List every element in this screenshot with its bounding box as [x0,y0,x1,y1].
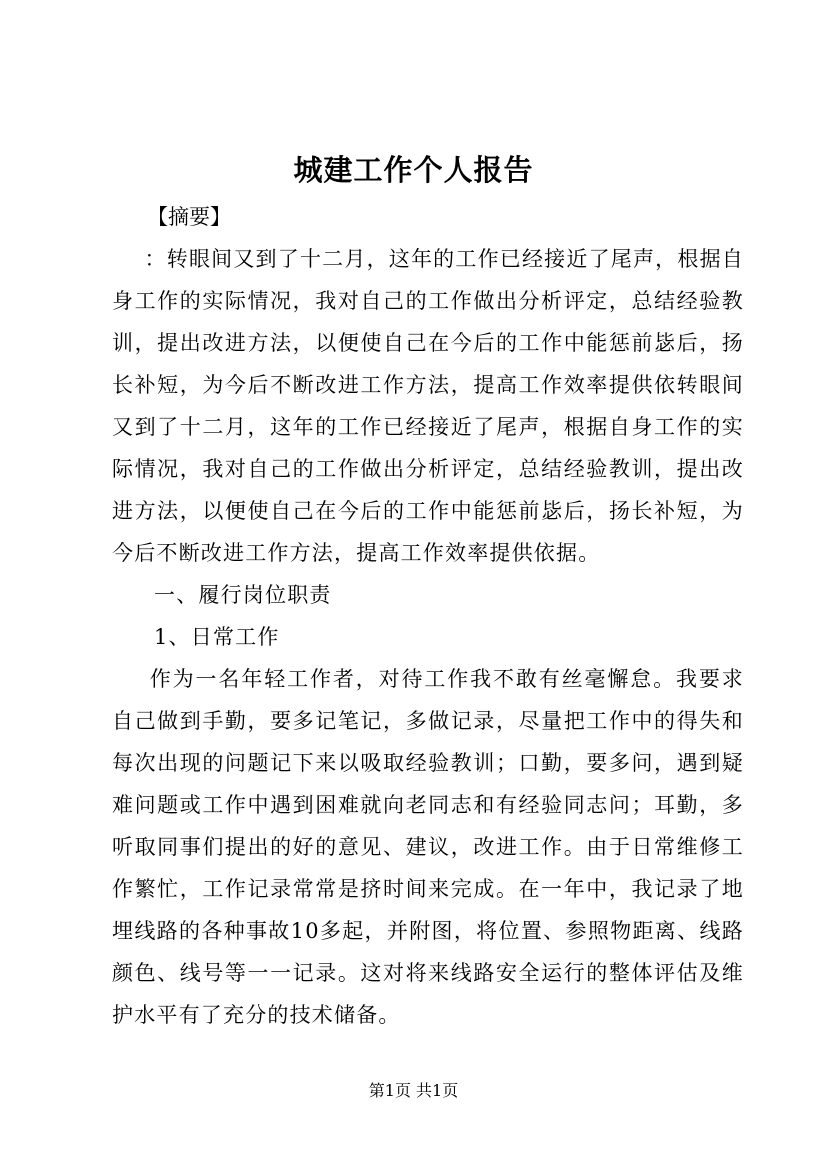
document-body [112,238,744,1036]
document-title: 城建工作个人报告 [293,153,534,187]
abstract-label: 【摘要】 [147,205,231,229]
body-paragraph: 作为一名年轻工作者，对待工作我不敢有丝毫懈怠。我要求自己做到手勤，要多记笔记，多做记录，尽量把工作中的得失和每次出现的问题记下来以吸取经验教训；口勤，要多问，遇到疑难问题或工作中遇到困难就向老同志和有经验同志问；耳勤，多听取同事们提出的好的意见、建议，改进工作。由于日常维修工作繁忙，工作记录常常是挤时间来完成。在一年中，我记录了地埋线路的各种事故10多起，并附图，将位置、参照物距离、线路颜色、线号等一一记录。这对将来线路安全运行的整体评估及维护水平有了充分的技术储备。 [112,667,744,1027]
subsection-heading: 1、日常工作 [154,625,280,649]
section-heading: 一、履行岗位职责 [154,583,332,607]
page-footer: 第1页 共1页 [368,1081,459,1100]
abstract-paragraph: ：转眼间又到了十二月，这年的工作已经接近了尾声，根据自身工作的实际情况，我对自己的工作做出分析评定，总结经验教训，提出改进方法，以便使自己在今后的工作中能惩前毖后，扬长补短，为今后不断改进工作方法，提高工作效率提供依转眼间又到了十二月，这年的工作已经接近了尾声，根据自身工作的实际情况，我对自己的工作做出分析评定，总结经验教训，提出改进方法，以便使自己在今后的工作中能惩前毖后，扬长补短，为今后不断改进工作方法，提高工作效率提供依据。 [112,247,744,565]
